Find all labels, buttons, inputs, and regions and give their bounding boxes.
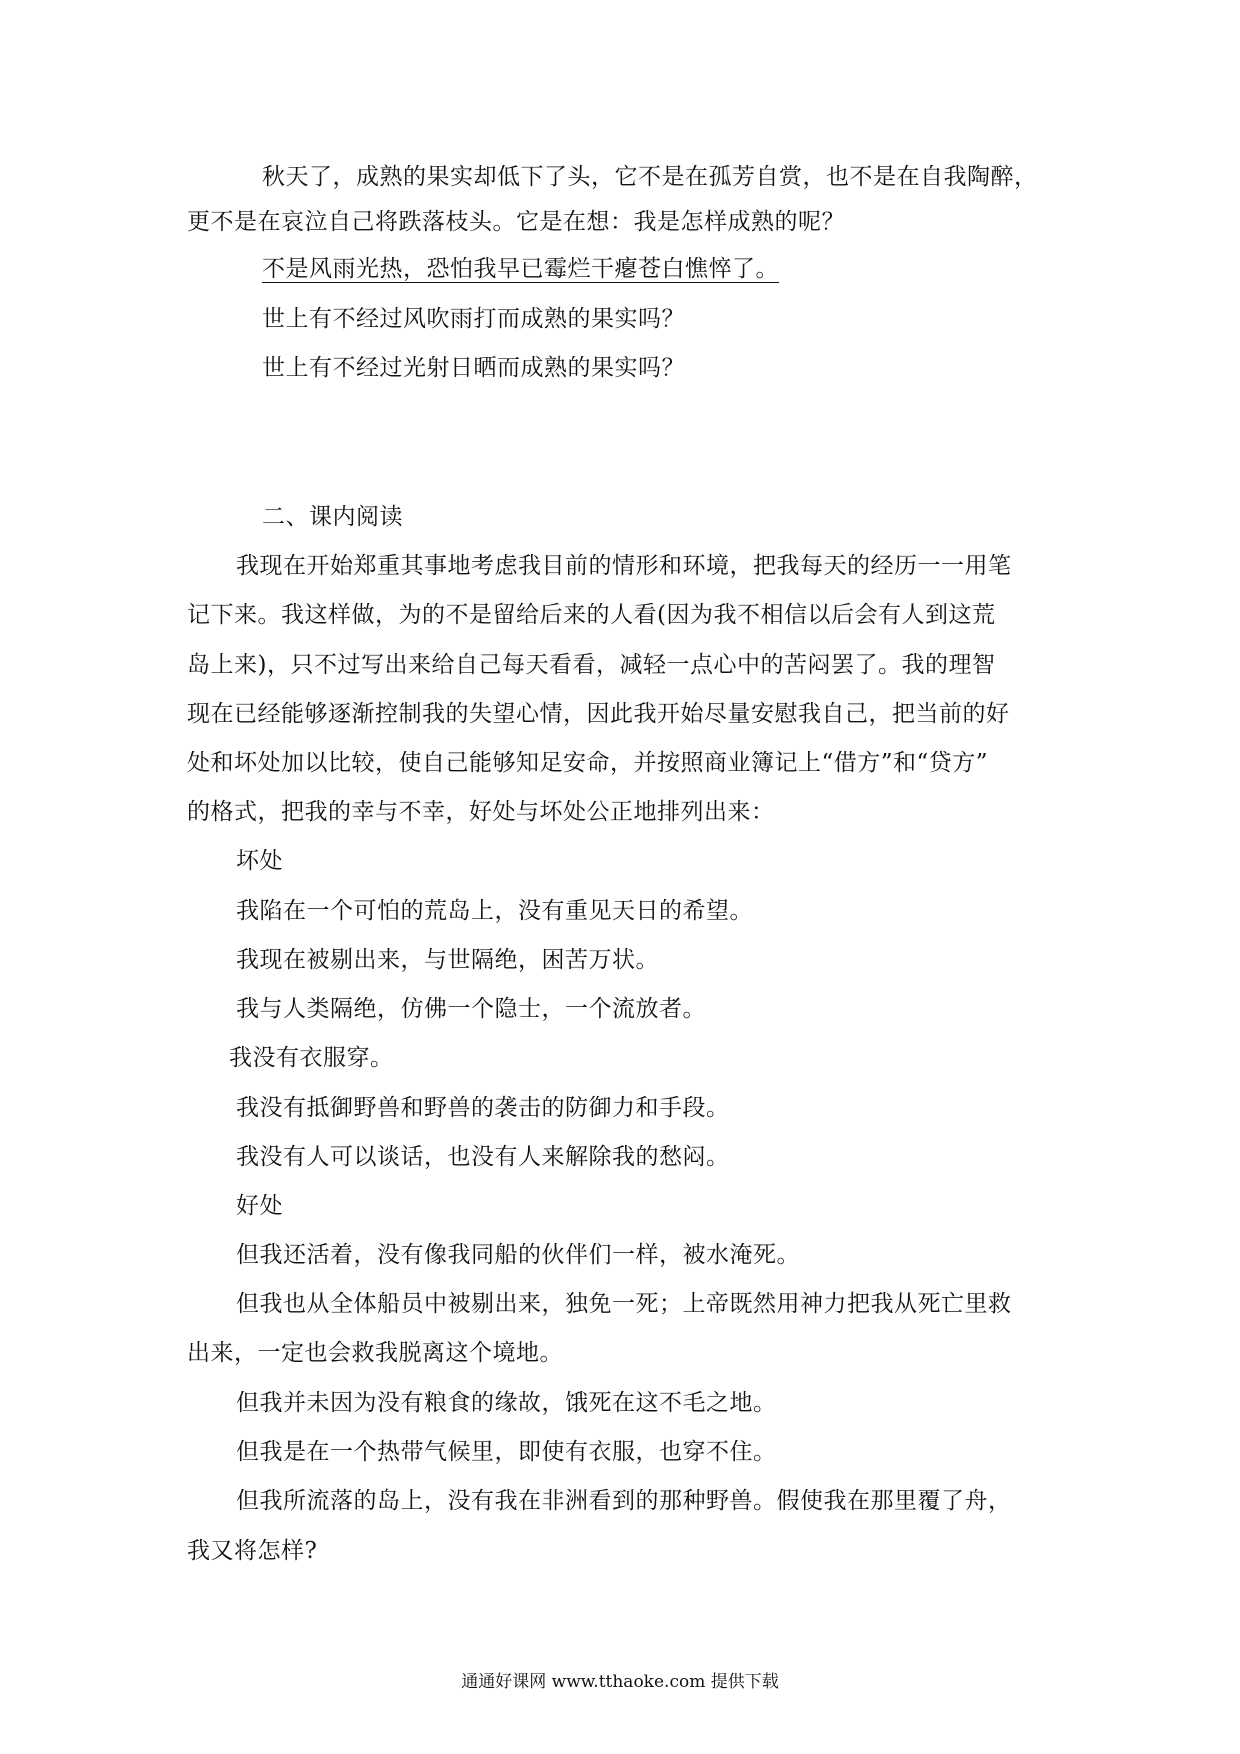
poem-line-4: 世上有不经过风吹雨打而成熟的果实吗？ <box>262 306 685 332</box>
good-item-5-line-2: 我又将怎样? <box>187 1538 318 1564</box>
paragraph-1-line-4: 现在已经能够逐渐控制我的失望心情，因此我开始尽量安慰我自己，把当前的好 <box>187 701 1010 727</box>
good-item-5-line-1: 但我所流落的岛上，没有我在非洲看到的那种野兽。假使我在那里覆了舟， <box>236 1488 1012 1514</box>
bad-item-1: 我陷在一个可怕的荒岛上，没有重见天日的希望。 <box>236 898 753 924</box>
paragraph-1-line-1: 我现在开始郑重其事地考虑我目前的情形和环境，把我每天的经历一一用笔 <box>236 553 1012 579</box>
paragraph-1-line-5: 处和坏处加以比较，使自己能够知足安命，并按照商业簿记上“借方”和“贷方” <box>187 750 989 776</box>
good-item-2-line-2: 出来，一定也会救我脱离这个境地。 <box>187 1340 563 1366</box>
poem-line-1: 秋天了，成熟的果实却低下了头，它不是在孤芳自赏，也不是在自我陶醉， <box>262 164 1038 190</box>
poem-line-3-underlined: 不是风雨光热，恐怕我早已霉烂干瘪苍白憔悴了。 <box>262 256 779 282</box>
bad-item-4: 我没有衣服穿。 <box>229 1045 394 1071</box>
poem-line-2: 更不是在哀泣自己将跌落枝头。它是在想：我是怎样成熟的呢？ <box>187 209 845 235</box>
good-item-4: 但我是在一个热带气候里，即使有衣服，也穿不住。 <box>236 1439 777 1465</box>
paragraph-1-line-6: 的格式，把我的幸与不幸，好处与坏处公正地排列出来： <box>187 799 775 825</box>
good-item-1: 但我还活着，没有像我同船的伙伴们一样，被水淹死。 <box>236 1242 800 1268</box>
good-item-3: 但我并未因为没有粮食的缘故，饿死在这不毛之地。 <box>236 1390 777 1416</box>
good-item-2-line-1: 但我也从全体船员中被剔出来，独免一死；上帝既然用神力把我从死亡里救 <box>236 1291 1012 1317</box>
paragraph-1-line-2: 记下来。我这样做，为的不是留给后来的人看(因为我不相信以后会有人到这荒 <box>187 602 996 628</box>
bad-item-3: 我与人类隔绝，仿佛一个隐士，一个流放者。 <box>236 996 706 1022</box>
poem-line-5: 世上有不经过光射日晒而成熟的果实吗？ <box>262 355 685 381</box>
paragraph-1-line-3: 岛上来)，只不过写出来给自己每天看看，减轻一点心中的苦闷罢了。我的理智 <box>187 652 996 678</box>
page-footer: 通通好课网 www.tthaoke.com 提供下载 <box>461 1672 779 1692</box>
bad-heading: 坏处 <box>236 848 283 874</box>
bad-item-2: 我现在被剔出来，与世隔绝，困苦万状。 <box>236 947 659 973</box>
good-heading: 好处 <box>236 1193 283 1219</box>
bad-item-5: 我没有抵御野兽和野兽的袭击的防御力和手段。 <box>236 1095 730 1121</box>
bad-item-6: 我没有人可以谈话，也没有人来解除我的愁闷。 <box>236 1144 730 1170</box>
section-heading: 二、课内阅读 <box>262 504 403 530</box>
